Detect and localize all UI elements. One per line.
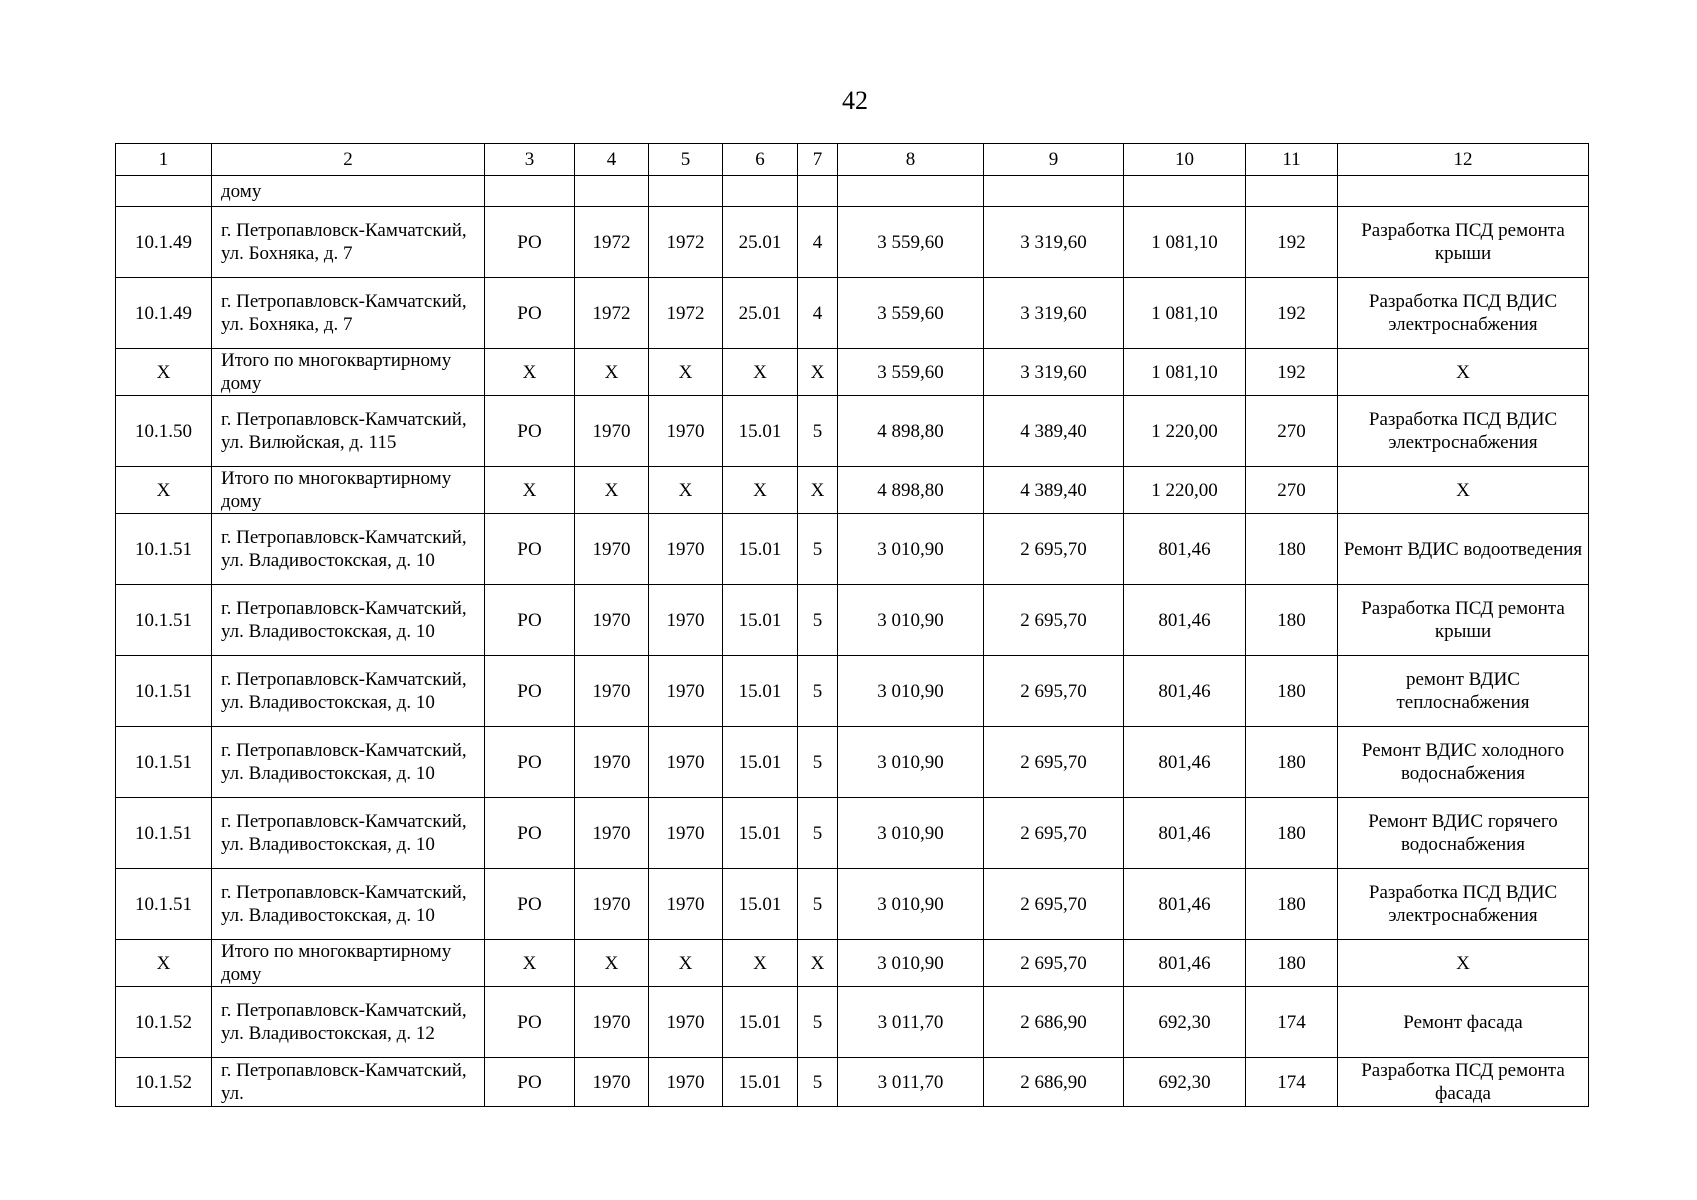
cell-total-area: 3 010,90 — [838, 869, 984, 940]
cell-item-number: 10.1.51 — [116, 727, 212, 798]
cell-construction-year: 1970 — [575, 727, 649, 798]
cell-work-type: Разработка ПСД ВДИС электроснабжения — [1338, 278, 1589, 349]
cell-work-type: ремонт ВДИС теплоснабжения — [1338, 656, 1589, 727]
cell-total-area: 3 010,90 — [838, 656, 984, 727]
table-row — [116, 467, 1589, 514]
cell-work-type: Ремонт ВДИС горячего водоснабжения — [1338, 798, 1589, 869]
cell-total-area — [838, 176, 984, 207]
cell-floors: 5 — [798, 656, 838, 727]
cell-item-number: 10.1.51 — [116, 585, 212, 656]
cell-living-area: 2 686,90 — [984, 1058, 1124, 1107]
housing-repair-table — [115, 143, 1589, 1107]
cell-nonliving-area: 801,46 — [1124, 940, 1246, 987]
column-number: 4 — [575, 144, 649, 176]
cell-living-area: 2 695,70 — [984, 585, 1124, 656]
cell-address: Итого по многоквартирному дому — [212, 349, 485, 396]
cell-floors: 5 — [798, 987, 838, 1058]
cell-item-number: 10.1.49 — [116, 278, 212, 349]
cell-construction-year: 1972 — [575, 207, 649, 278]
cell-total-area: 3 559,60 — [838, 207, 984, 278]
cell-commissioning-year: 1970 — [649, 727, 723, 798]
cell-total-area: 3 559,60 — [838, 349, 984, 396]
cell-ownership-form: РО — [485, 656, 575, 727]
cell-residents: 180 — [1246, 798, 1338, 869]
cell-total-area: 3 011,70 — [838, 987, 984, 1058]
cell-wall-material: Х — [723, 940, 798, 987]
cell-living-area: 3 319,60 — [984, 207, 1124, 278]
cell-commissioning-year: 1970 — [649, 869, 723, 940]
cell-residents: 192 — [1246, 349, 1338, 396]
cell-construction-year: 1970 — [575, 656, 649, 727]
cell-address: дому — [212, 176, 485, 207]
cell-living-area: 2 695,70 — [984, 727, 1124, 798]
cell-wall-material: 15.01 — [723, 1058, 798, 1107]
cell-ownership-form: Х — [485, 940, 575, 987]
cell-work-type: Х — [1338, 349, 1589, 396]
cell-commissioning-year: 1970 — [649, 396, 723, 467]
cell-residents — [1246, 176, 1338, 207]
cell-nonliving-area: 1 220,00 — [1124, 467, 1246, 514]
cell-construction-year — [575, 176, 649, 207]
cell-floors: 4 — [798, 207, 838, 278]
cell-ownership-form: Х — [485, 467, 575, 514]
table-row — [116, 798, 1589, 869]
cell-commissioning-year — [649, 176, 723, 207]
cell-living-area: 3 319,60 — [984, 349, 1124, 396]
cell-total-area: 3 011,70 — [838, 1058, 984, 1107]
cell-floors: Х — [798, 349, 838, 396]
cell-address: Итого по многоквартирному дому — [212, 940, 485, 987]
cell-ownership-form: РО — [485, 514, 575, 585]
cell-wall-material: 15.01 — [723, 585, 798, 656]
table-row — [116, 349, 1589, 396]
cell-address: г. Петропавловск-Камчатский, ул. Владивостокская, д. 10 — [212, 869, 485, 940]
table-row — [116, 940, 1589, 987]
cell-ownership-form: РО — [485, 987, 575, 1058]
cell-construction-year: Х — [575, 467, 649, 514]
cell-item-number: 10.1.51 — [116, 869, 212, 940]
cell-construction-year: 1970 — [575, 869, 649, 940]
cell-nonliving-area — [1124, 176, 1246, 207]
cell-construction-year: 1970 — [575, 396, 649, 467]
cell-nonliving-area: 801,46 — [1124, 514, 1246, 585]
cell-work-type: Разработка ПСД ВДИС электроснабжения — [1338, 396, 1589, 467]
table-row — [116, 987, 1589, 1058]
cell-total-area: 3 010,90 — [838, 727, 984, 798]
cell-construction-year: Х — [575, 940, 649, 987]
cell-living-area: 2 695,70 — [984, 869, 1124, 940]
cell-floors: 5 — [798, 869, 838, 940]
table-row — [116, 278, 1589, 349]
cell-floors — [798, 176, 838, 207]
cell-wall-material: 15.01 — [723, 798, 798, 869]
cell-item-number: Х — [116, 349, 212, 396]
cell-address: г. Петропавловск-Камчатский, ул. Владивостокская, д. 10 — [212, 585, 485, 656]
cell-ownership-form: РО — [485, 727, 575, 798]
cell-living-area: 3 319,60 — [984, 278, 1124, 349]
cell-floors: 4 — [798, 278, 838, 349]
cell-address: г. Петропавловск-Камчатский, ул. Владивостокская, д. 10 — [212, 798, 485, 869]
cell-nonliving-area: 801,46 — [1124, 727, 1246, 798]
cell-address: г. Петропавловск-Камчатский, ул. Владивостокская, д. 10 — [212, 514, 485, 585]
cell-commissioning-year: 1970 — [649, 987, 723, 1058]
cell-work-type: Разработка ПСД ВДИС электроснабжения — [1338, 869, 1589, 940]
table-row — [116, 869, 1589, 940]
cell-wall-material: 25.01 — [723, 278, 798, 349]
cell-item-number: 10.1.51 — [116, 656, 212, 727]
cell-item-number: 10.1.52 — [116, 987, 212, 1058]
cell-floors: 5 — [798, 514, 838, 585]
cell-total-area: 3 010,90 — [838, 940, 984, 987]
cell-residents: 174 — [1246, 987, 1338, 1058]
table-row — [116, 656, 1589, 727]
cell-wall-material: 25.01 — [723, 207, 798, 278]
column-number: 10 — [1124, 144, 1246, 176]
cell-residents: 192 — [1246, 278, 1338, 349]
column-number: 8 — [838, 144, 984, 176]
cell-work-type: Ремонт ВДИС водоотведения — [1338, 514, 1589, 585]
table-row — [116, 585, 1589, 656]
page-number: 42 — [842, 86, 868, 115]
cell-nonliving-area: 1 081,10 — [1124, 278, 1246, 349]
cell-total-area: 3 010,90 — [838, 798, 984, 869]
cell-wall-material — [723, 176, 798, 207]
cell-ownership-form: РО — [485, 207, 575, 278]
cell-address: г. Петропавловск-Камчатский, ул. Владивостокская, д. 10 — [212, 727, 485, 798]
cell-floors: 5 — [798, 585, 838, 656]
cell-wall-material: 15.01 — [723, 396, 798, 467]
cell-wall-material: Х — [723, 467, 798, 514]
cell-address: г. Петропавловск-Камчатский, ул. Бохняка, д. 7 — [212, 207, 485, 278]
cell-nonliving-area: 1 220,00 — [1124, 396, 1246, 467]
cell-total-area: 4 898,80 — [838, 396, 984, 467]
column-number: 1 — [116, 144, 212, 176]
cell-address: г. Петропавловск-Камчатский, ул. Вилюйская, д. 115 — [212, 396, 485, 467]
cell-nonliving-area: 801,46 — [1124, 585, 1246, 656]
cell-living-area: 2 695,70 — [984, 940, 1124, 987]
column-number: 11 — [1246, 144, 1338, 176]
cell-total-area: 4 898,80 — [838, 467, 984, 514]
column-number: 3 — [485, 144, 575, 176]
table-row — [116, 396, 1589, 467]
cell-ownership-form: РО — [485, 585, 575, 656]
cell-ownership-form: РО — [485, 869, 575, 940]
cell-residents: 174 — [1246, 1058, 1338, 1107]
cell-floors: Х — [798, 467, 838, 514]
cell-living-area: 2 695,70 — [984, 514, 1124, 585]
cell-wall-material: Х — [723, 349, 798, 396]
table-row — [116, 514, 1589, 585]
cell-residents: 270 — [1246, 467, 1338, 514]
cell-floors: 5 — [798, 396, 838, 467]
cell-address: г. Петропавловск-Камчатский, ул. Бохняка, д. 7 — [212, 278, 485, 349]
cell-wall-material: 15.01 — [723, 656, 798, 727]
cell-living-area: 2 695,70 — [984, 798, 1124, 869]
cell-residents: 180 — [1246, 656, 1338, 727]
cell-item-number: 10.1.51 — [116, 514, 212, 585]
cell-commissioning-year: 1970 — [649, 585, 723, 656]
column-number: 7 — [798, 144, 838, 176]
cell-floors: 5 — [798, 1058, 838, 1107]
cell-floors: Х — [798, 940, 838, 987]
cell-floors: 5 — [798, 798, 838, 869]
cell-residents: 180 — [1246, 940, 1338, 987]
cell-living-area: 2 695,70 — [984, 656, 1124, 727]
cell-nonliving-area: 801,46 — [1124, 798, 1246, 869]
cell-nonliving-area: 1 081,10 — [1124, 349, 1246, 396]
cell-ownership-form: РО — [485, 1058, 575, 1107]
cell-address: г. Петропавловск-Камчатский, ул. Владивостокская, д. 12 — [212, 987, 485, 1058]
cell-commissioning-year: Х — [649, 467, 723, 514]
cell-commissioning-year: 1970 — [649, 656, 723, 727]
cell-commissioning-year: 1970 — [649, 1058, 723, 1107]
cell-living-area: 4 389,40 — [984, 467, 1124, 514]
cell-residents: 192 — [1246, 207, 1338, 278]
cell-living-area — [984, 176, 1124, 207]
cell-residents: 180 — [1246, 585, 1338, 656]
cell-ownership-form — [485, 176, 575, 207]
cell-commissioning-year: 1972 — [649, 207, 723, 278]
cell-ownership-form: РО — [485, 278, 575, 349]
cell-construction-year: 1970 — [575, 987, 649, 1058]
cell-work-type: Ремонт ВДИС холодного водоснабжения — [1338, 727, 1589, 798]
table-row — [116, 1058, 1589, 1107]
cell-commissioning-year: 1970 — [649, 798, 723, 869]
cell-construction-year: 1970 — [575, 514, 649, 585]
cell-item-number: 10.1.49 — [116, 207, 212, 278]
table-row — [116, 207, 1589, 278]
cell-item-number — [116, 176, 212, 207]
cell-item-number: 10.1.52 — [116, 1058, 212, 1107]
cell-construction-year: 1970 — [575, 798, 649, 869]
cell-ownership-form: РО — [485, 798, 575, 869]
cell-nonliving-area: 692,30 — [1124, 987, 1246, 1058]
table-row — [116, 727, 1589, 798]
column-number: 9 — [984, 144, 1124, 176]
cell-total-area: 3 010,90 — [838, 514, 984, 585]
cell-living-area: 4 389,40 — [984, 396, 1124, 467]
cell-commissioning-year: Х — [649, 940, 723, 987]
cell-construction-year: Х — [575, 349, 649, 396]
cell-ownership-form: Х — [485, 349, 575, 396]
cell-work-type — [1338, 176, 1589, 207]
cell-address: г. Петропавловск-Камчатский, ул. Владивостокская, д. 10 — [212, 656, 485, 727]
cell-work-type: Разработка ПСД ремонта крыши — [1338, 585, 1589, 656]
cell-construction-year: 1970 — [575, 1058, 649, 1107]
cell-total-area: 3 010,90 — [838, 585, 984, 656]
column-number: 12 — [1338, 144, 1589, 176]
cell-floors: 5 — [798, 727, 838, 798]
cell-residents: 180 — [1246, 514, 1338, 585]
cell-ownership-form: РО — [485, 396, 575, 467]
cell-item-number: 10.1.50 — [116, 396, 212, 467]
column-number: 2 — [212, 144, 485, 176]
cell-commissioning-year: 1970 — [649, 514, 723, 585]
table-body — [116, 144, 1589, 1107]
cell-wall-material: 15.01 — [723, 727, 798, 798]
cell-construction-year: 1970 — [575, 585, 649, 656]
cell-address: Итого по многоквартирному дому — [212, 467, 485, 514]
column-number: 6 — [723, 144, 798, 176]
cell-residents: 180 — [1246, 727, 1338, 798]
cell-nonliving-area: 801,46 — [1124, 656, 1246, 727]
cell-residents: 270 — [1246, 396, 1338, 467]
cell-work-type: Х — [1338, 467, 1589, 514]
table-row — [116, 176, 1589, 207]
cell-commissioning-year: Х — [649, 349, 723, 396]
cell-living-area: 2 686,90 — [984, 987, 1124, 1058]
cell-total-area: 3 559,60 — [838, 278, 984, 349]
column-number: 5 — [649, 144, 723, 176]
cell-work-type: Х — [1338, 940, 1589, 987]
cell-work-type: Разработка ПСД ремонта крыши — [1338, 207, 1589, 278]
cell-nonliving-area: 692,30 — [1124, 1058, 1246, 1107]
cell-item-number: 10.1.51 — [116, 798, 212, 869]
cell-nonliving-area: 801,46 — [1124, 869, 1246, 940]
cell-item-number: Х — [116, 467, 212, 514]
column-number-row — [116, 144, 1589, 176]
cell-work-type: Ремонт фасада — [1338, 987, 1589, 1058]
cell-wall-material: 15.01 — [723, 987, 798, 1058]
cell-commissioning-year: 1972 — [649, 278, 723, 349]
cell-residents: 180 — [1246, 869, 1338, 940]
cell-construction-year: 1972 — [575, 278, 649, 349]
cell-wall-material: 15.01 — [723, 869, 798, 940]
cell-item-number: Х — [116, 940, 212, 987]
cell-wall-material: 15.01 — [723, 514, 798, 585]
cell-work-type: Разработка ПСД ремонта фасада — [1338, 1058, 1589, 1107]
cell-address: г. Петропавловск-Камчатский, ул. — [212, 1058, 485, 1107]
cell-nonliving-area: 1 081,10 — [1124, 207, 1246, 278]
